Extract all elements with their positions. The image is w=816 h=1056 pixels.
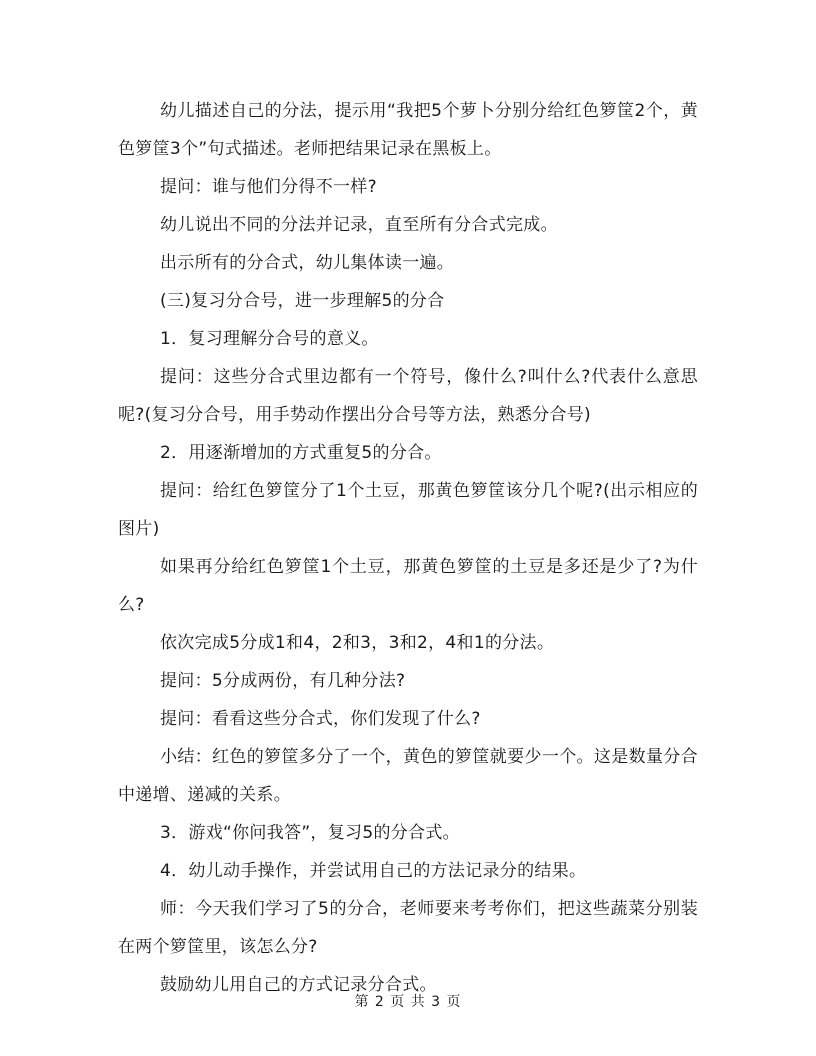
paragraph: 鼓励幼儿用自己的方式记录分合式。	[160, 975, 437, 995]
paragraph: 1．复习理解分合号的意义。	[160, 329, 379, 349]
paragraph: 依次完成5分成1和4，2和3，3和2，4和1的分法。	[160, 633, 555, 653]
paragraph: 小结：红色的箩筐多分了一个，黄色的箩筐就要少一个。这是数量分合中递增、递减的关系。	[118, 747, 698, 805]
paragraph: 出示所有的分合式，幼儿集体读一遍。	[160, 253, 455, 273]
document-body	[118, 92, 698, 1004]
paragraph: 提问：给红色箩筐分了1个土豆，那黄色箩筐该分几个呢?(出示相应的图片)	[118, 481, 698, 539]
paragraph: 提问：5分成两份，有几种分法?	[160, 671, 406, 691]
section-heading: (三)复习分合号，进一步理解5的分合	[160, 291, 445, 311]
paragraph: 幼儿说出不同的分法并记录，直至所有分合式完成。	[160, 215, 558, 235]
paragraph: 提问：谁与他们分得不一样?	[160, 177, 377, 197]
paragraph: 4．幼儿动手操作，并尝试用自己的方法记录分的结果。	[160, 861, 587, 881]
page-number-footer: 第 2 页 共 3 页	[354, 994, 462, 1010]
paragraph: 提问：看看这些分合式，你们发现了什么?	[160, 709, 481, 729]
paragraph: 师：今天我们学习了5的分合，老师要来考考你们，把这些蔬菜分别装在两个箩筐里，该怎么分?	[118, 899, 698, 957]
paragraph: 如果再分给红色箩筐1个土豆，那黄色箩筐的土豆是多还是少了?为什么?	[118, 557, 698, 615]
paragraph: 提问：这些分合式里边都有一个符号，像什么?叫什么?代表什么意思呢?(复习分合号，用手势动作摆出分合号等方法，熟悉分合号)	[118, 367, 698, 425]
paragraph: 幼儿描述自己的分法，提示用“我把5个萝卜分别分给红色箩筐2个，黄色箩筐3个”句式描述。老师把结果记录在黑板上。	[118, 101, 698, 159]
paragraph: 2．用逐渐增加的方式重复5的分合。	[160, 443, 442, 463]
paragraph: 3．游戏“你问我答”，复习5的分合式。	[160, 823, 460, 843]
